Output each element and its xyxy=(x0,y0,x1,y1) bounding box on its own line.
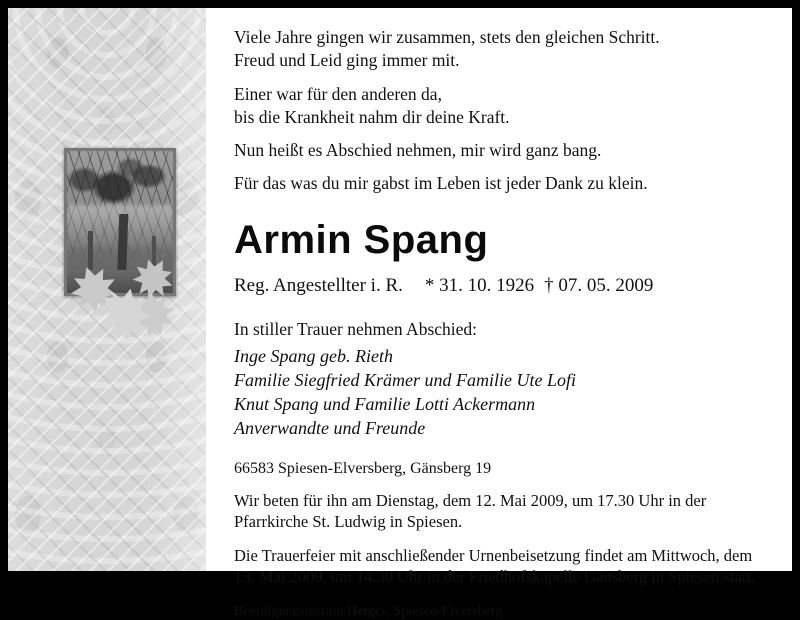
verse-line xyxy=(234,83,766,130)
birth-date: * 31. 10. 1926 xyxy=(424,274,535,296)
deceased-name: Armin Spang xyxy=(234,217,489,262)
verse-text: Nun heißt es Abschied nehmen, mir wird ganz bang. xyxy=(234,140,602,161)
obituary-notice xyxy=(8,8,792,619)
mourner-entry: Inge Spang geb. Rieth xyxy=(234,345,393,366)
verse-text: Für das was du mir gabst im Leben ist jeder Dank zu klein. xyxy=(234,173,648,194)
death-date: † 07. 05. 2009 xyxy=(544,274,654,296)
verse-line xyxy=(234,172,766,195)
verse-text: Viele Jahre gingen wir zusammen, stets den gleichen Schritt. xyxy=(234,27,660,47)
prayer-notice: Wir beten für ihn am Dienstag, dem 12. Mai 2009, um 17.30 Uhr in der Pfarrkirche St. Ludwig in Spiesen. xyxy=(234,491,707,532)
mourning-intro: In stiller Trauer nehmen Abschied: xyxy=(234,318,478,339)
memorial-verse xyxy=(234,26,766,196)
maple-leaf-decoration xyxy=(70,248,190,338)
funeral-institute: Beerdigungsinstitut Herges, Spiesen-Elversberg xyxy=(234,603,503,619)
ornamental-side-panel xyxy=(8,8,206,571)
funeral-notice: Die Trauerfeier mit anschließender Urnenbeisetzung findet am Mittwoch, dem 13. Mai 2009, um 14.30 Uhr in der Friedhofskapelle Gänsberg in Spiesen statt. xyxy=(234,545,756,587)
verse-line xyxy=(234,139,766,162)
mourners-list xyxy=(234,344,766,440)
family-address: 66583 Spiesen-Elversberg, Gänsberg 19 xyxy=(234,460,492,478)
mourner-entry: Familie Siegfried Krämer und Familie Ute Lofi xyxy=(234,369,576,390)
verse-line xyxy=(234,26,766,73)
verse-text: bis die Krankheit nahm dir deine Kraft. xyxy=(234,106,510,127)
obituary-text-column xyxy=(206,8,792,619)
deceased-dates-line xyxy=(234,275,766,297)
mourner-entry: Anverwandte und Freunde xyxy=(234,417,426,438)
profession-label: Reg. Angestellter i. R. xyxy=(234,274,403,296)
verse-text: Freud und Leid ging immer mit. xyxy=(234,50,460,71)
verse-text: Einer war für den anderen da, xyxy=(234,83,442,104)
mourner-entry: Knut Spang und Familie Lotti Ackermann xyxy=(234,393,536,414)
